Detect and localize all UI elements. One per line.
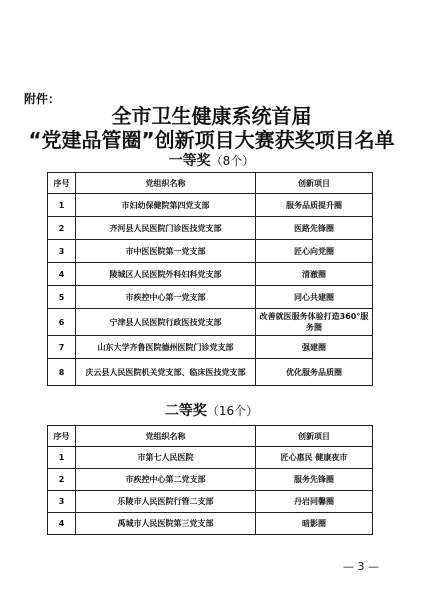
- column-header-project: 创新项目: [256, 173, 373, 194]
- row-number: 3: [48, 240, 76, 263]
- row-project: 优化服务品质圈: [256, 359, 373, 386]
- row-org: 市疾控中心第一党支部: [76, 286, 256, 309]
- row-project: 改善就医服务体验打造360°服务圈: [256, 309, 373, 336]
- row-number: 7: [48, 336, 76, 359]
- row-number: 6: [48, 309, 76, 336]
- row-org: 齐河县人民医院门诊医技党支部: [76, 217, 256, 240]
- row-project: 暗影圈: [256, 513, 373, 535]
- row-project: 同心共建圈: [256, 286, 373, 309]
- table-header-row: [48, 173, 373, 194]
- section-heading-first-prize: [0, 150, 423, 170]
- table-header-row: [48, 426, 373, 447]
- column-header-project: 创新项目: [256, 426, 373, 447]
- column-header-number: 序号: [48, 173, 76, 194]
- table-row: [48, 194, 373, 217]
- row-project: 丹岩同馨圈: [256, 491, 373, 513]
- row-org: 陵城区人民医院外科妇科党支部: [76, 263, 256, 286]
- section-title: 二等奖: [164, 403, 207, 419]
- table-row: [48, 513, 373, 535]
- row-number: 4: [48, 263, 76, 286]
- row-org: 宁津县人民医院行政医技党支部: [76, 309, 256, 336]
- row-org: 市妇幼保健院第四党支部: [76, 194, 256, 217]
- section-heading-second-prize: [0, 400, 423, 420]
- page-number: — 3 —: [343, 560, 379, 573]
- row-number: 2: [48, 469, 76, 491]
- table-row: [48, 447, 373, 469]
- row-number: 2: [48, 217, 76, 240]
- column-header-number: 序号: [48, 426, 76, 447]
- section-count: （16个）: [206, 404, 259, 418]
- table-row: [48, 491, 373, 513]
- table-row: [48, 286, 373, 309]
- document-title-line2: “党建品管圈”创新项目大赛获奖项目名单: [28, 128, 395, 152]
- table-row: [48, 469, 373, 491]
- row-number: 5: [48, 286, 76, 309]
- row-org: 市第七人民医院: [76, 447, 256, 469]
- row-org: 庆云县人民医院机关党支部、临床医技党支部: [76, 359, 256, 386]
- column-header-org: 党组织名称: [76, 426, 256, 447]
- row-project: 服务品质提升圈: [256, 194, 373, 217]
- table-row: [48, 217, 373, 240]
- attachment-label: 附件：: [24, 92, 61, 106]
- row-org: 山东大学齐鲁医院德州医院门诊党支部: [76, 336, 256, 359]
- row-number: 1: [48, 447, 76, 469]
- row-project: 强建圈: [256, 336, 373, 359]
- table-row: [48, 309, 373, 336]
- table-row: [48, 336, 373, 359]
- row-org: 市疾控中心第二党支部: [76, 469, 256, 491]
- table-row: [48, 240, 373, 263]
- row-number: 3: [48, 491, 76, 513]
- row-org: 禹城市人民医院第三党支部: [76, 513, 256, 535]
- section-title: 一等奖: [168, 153, 211, 169]
- row-org: 乐陵市人民医院行管二支部: [76, 491, 256, 513]
- table-row: [48, 263, 373, 286]
- row-project: 匠心惠民 健康夜市: [256, 447, 373, 469]
- column-header-org: 党组织名称: [76, 173, 256, 194]
- row-project: 医路先锋圈: [256, 217, 373, 240]
- row-project: 匠心向党圈: [256, 240, 373, 263]
- second-prize-table: [47, 425, 373, 535]
- row-number: 1: [48, 194, 76, 217]
- section-count: （8个）: [210, 154, 255, 168]
- row-number: 4: [48, 513, 76, 535]
- row-project: 服务先锋圈: [256, 469, 373, 491]
- table-row: [48, 359, 373, 386]
- row-org: 市中医医院第一党支部: [76, 240, 256, 263]
- row-number: 8: [48, 359, 76, 386]
- first-prize-table: [47, 172, 373, 386]
- row-project: 清澈圈: [256, 263, 373, 286]
- document-title-line1: 全市卫生健康系统首届: [111, 104, 312, 128]
